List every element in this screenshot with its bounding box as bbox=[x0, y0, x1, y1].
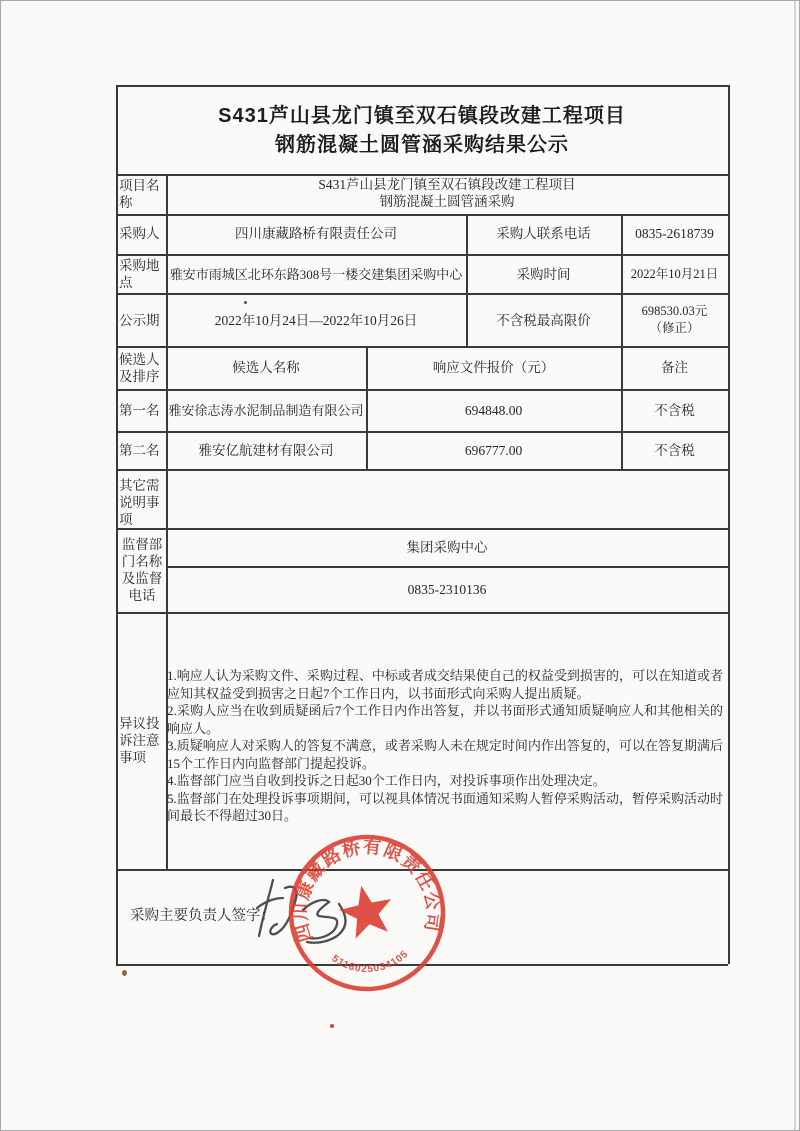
field-value-purchaser: 四川康藏路桥有限责任公司 bbox=[235, 226, 397, 241]
field-label-supervision: 监督部门名称及监督电话 bbox=[121, 537, 163, 603]
objection-item: 4.监督部门应当自收到投诉之日起30个工作日内，对投诉事项作出处理决定。 bbox=[167, 773, 606, 788]
field-label-project-name: 项目名称 bbox=[119, 178, 160, 210]
candidate-row-price: 696777.00 bbox=[464, 443, 523, 458]
scan-speck bbox=[244, 301, 247, 304]
field-value-purchaser-phone: 0835-2618739 bbox=[635, 226, 714, 241]
candidates-header-price: 响应文件报价（元） bbox=[432, 360, 555, 375]
table-border bbox=[116, 389, 728, 391]
candidate-row-rank: 第二名 bbox=[119, 443, 160, 458]
table-border bbox=[116, 431, 728, 433]
objection-item: 5.监督部门在处理投诉事项期间，可以视具体情况书面通知采购人暂停采购活动，暂停采购活动时间最长不得超过30日。 bbox=[167, 790, 723, 823]
candidates-header-name: 候选人名称 bbox=[232, 360, 300, 375]
candidate-row-remark: 不含税 bbox=[654, 403, 695, 418]
field-value-max-price-line1: 698530.03元 bbox=[641, 304, 708, 318]
table-border bbox=[166, 566, 728, 568]
objection-item: 2.采购人应当在收到质疑函后7个工作日内作出答复，并以书面形式通知质疑响应人和其他相关的响应人。 bbox=[167, 703, 723, 736]
field-value-project-name-line2: 钢筋混凝土圆管涵采购 bbox=[379, 194, 515, 209]
candidate-row-name: 雅安徐志涛水泥制品制造有限公司 bbox=[168, 403, 364, 418]
candidate-row-price: 694848.00 bbox=[464, 403, 523, 418]
table-border bbox=[116, 346, 728, 348]
table-border bbox=[116, 254, 728, 256]
candidate-row-rank: 第一名 bbox=[119, 403, 160, 418]
scan-speck bbox=[122, 970, 127, 976]
field-value-project-name-line1: S431芦山县龙门镇至双石镇段改建工程项目 bbox=[318, 177, 576, 192]
candidates-header-remark: 备注 bbox=[661, 360, 688, 375]
field-label-max-price: 不含税最高限价 bbox=[496, 313, 591, 328]
field-label-purchaser: 采购人 bbox=[119, 226, 160, 241]
table-border bbox=[116, 214, 728, 216]
objection-item: 1.响应人认为采购文件、采购过程、中标或者成交结果使自己的权益受到损害的，可以在知道或者应知其权益受到损害之日起7个工作日内，以书面形式向采购人提出质疑。 bbox=[167, 668, 723, 701]
field-label-location: 采购地点 bbox=[119, 258, 160, 290]
table-border bbox=[116, 612, 728, 614]
table-border bbox=[621, 214, 623, 469]
document-title-line1: S431芦山县龙门镇至双石镇段改建工程项目 bbox=[218, 105, 626, 127]
field-value-supervision-dept: 集团采购中心 bbox=[406, 540, 488, 555]
seal-number-text: 5118025034105 bbox=[329, 948, 411, 976]
candidate-row-remark: 不含税 bbox=[654, 443, 695, 458]
field-value-publicity-period: 2022年10月24日—2022年10月26日 bbox=[214, 313, 418, 328]
table-border bbox=[116, 85, 728, 87]
field-value-supervision-phone: 0835-2310136 bbox=[407, 582, 487, 597]
field-label-publicity-period: 公示期 bbox=[119, 313, 160, 328]
candidates-header-rank: 候选人及排序 bbox=[119, 352, 160, 384]
objection-notice-text bbox=[167, 667, 723, 825]
objection-item: 3.质疑响应人对采购人的答复不满意，或者采购人未在规定时间内作出答复的，可以在答复期满后15个工作日内向监督部门提起投诉。 bbox=[167, 738, 723, 771]
seal-company-text: 四川康藏路桥有限责任公司 bbox=[290, 836, 444, 945]
document-title-line2: 钢筋混凝土圆管涵采购结果公示 bbox=[275, 134, 569, 156]
table-border bbox=[116, 528, 728, 530]
svg-text:5118025034105 bbox=[329, 948, 412, 978]
field-value-max-price-line2: （修正） bbox=[649, 321, 700, 335]
field-label-objection: 异议投诉注意事项 bbox=[119, 716, 160, 765]
table-border bbox=[116, 85, 118, 964]
table-border bbox=[728, 85, 730, 964]
table-border bbox=[116, 293, 728, 295]
table-border bbox=[116, 469, 728, 471]
field-label-purchaser-phone: 采购人联系电话 bbox=[496, 226, 591, 241]
candidate-row-name: 雅安亿航建材有限公司 bbox=[198, 443, 334, 458]
scan-speck bbox=[330, 1024, 334, 1028]
signature-label: 采购主要负责人签字： bbox=[130, 908, 275, 924]
field-label-purchase-time: 采购时间 bbox=[516, 267, 571, 282]
company-seal bbox=[282, 828, 452, 998]
field-value-location: 雅安市雨城区北环东路308号一楼交建集团采购中心 bbox=[169, 267, 463, 282]
field-label-other-notes: 其它需说明事项 bbox=[119, 478, 160, 527]
field-value-purchase-time: 2022年10月21日 bbox=[630, 267, 719, 281]
seal-star-icon bbox=[335, 880, 398, 941]
